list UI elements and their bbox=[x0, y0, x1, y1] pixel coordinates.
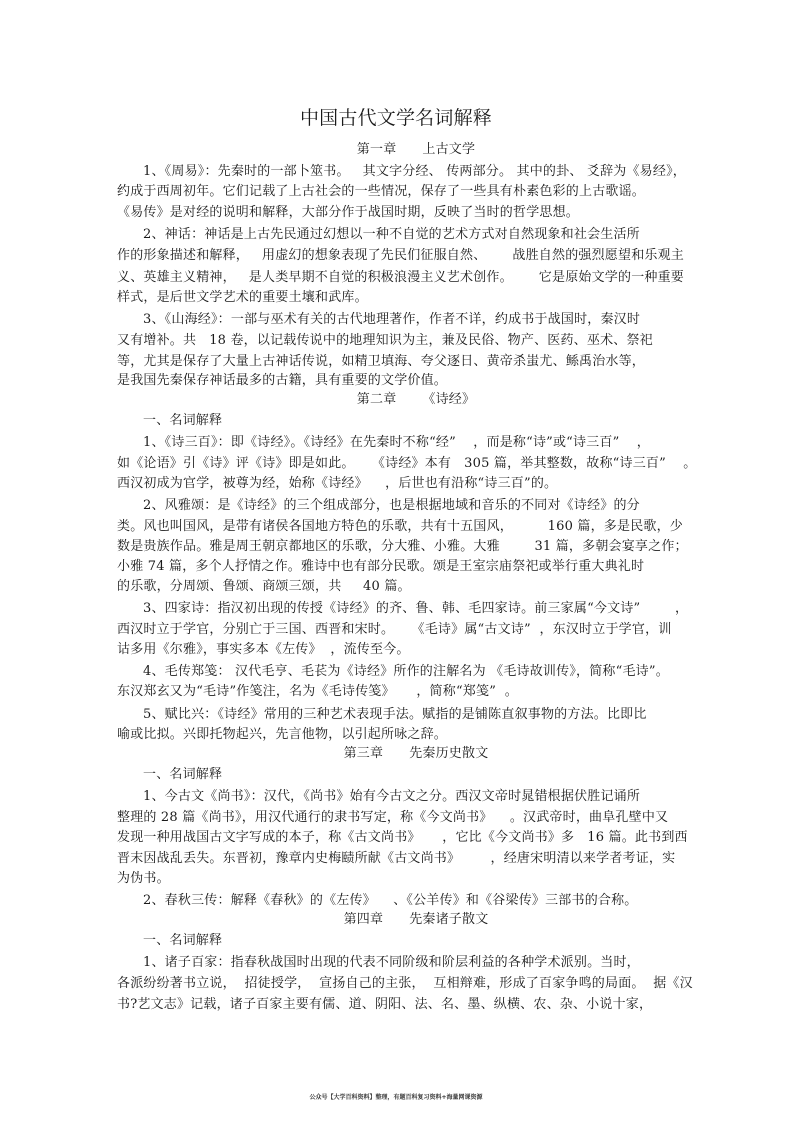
paragraph-line: 诂多用《尔雅》，事实多本《左传》 ，流传至今。 bbox=[117, 642, 410, 657]
paragraph-line: 发现一种用战国古文字写成的本子，称《古文尚书》 ，它比《今文尚书》多 16 篇。此书到西 bbox=[117, 830, 688, 845]
paragraph-line: 2、春秋三传：解释《春秋》的《左传》 、《公羊传》和《谷梁传》三部书的合称。 bbox=[143, 893, 638, 908]
paragraph-line: 约成于西周初年。它们记载了上古社会的一些情况，保存了一些具有朴素色彩的上古歌谣。 bbox=[117, 184, 646, 199]
section-heading: 一、名词解释 bbox=[143, 933, 223, 948]
paragraph-line: 为伪书。 bbox=[117, 871, 170, 886]
paragraph-line: 是我国先秦保存神话最多的古籍，具有重要的文学价值。 bbox=[117, 373, 448, 388]
paragraph-line: 晋末因战乱丢失。东晋初，豫章内史梅赜所献《古文尚书》 ，经唐宋明清以来学者考证，实 bbox=[117, 851, 676, 866]
chapter-heading: 第二章 《诗经》 bbox=[356, 392, 476, 407]
paragraph-line: 数是贵族作品。雅是周王朝京都地区的乐歌，分大雅、小雅。大雅 31 篇，多朝会宴享之作； bbox=[117, 539, 688, 554]
paragraph-line: 西汉时立于学官，分别亡于三国、西晋和宋时。 《毛诗》属“古文诗” ，东汉时立于学官，训 bbox=[117, 622, 672, 637]
page-footer: 公众号【大学百科资料】整理，有题百科复习资料+海量网课资源 bbox=[309, 1094, 483, 1101]
section-heading: 一、名词解释 bbox=[143, 413, 223, 428]
paragraph-line: 小雅 74 篇，多个人抒情之作。雅诗中也有部分民歌。颂是王室宗庙祭祀或举行重大典礼时 bbox=[117, 559, 645, 574]
paragraph-line: 2、风雅颂：是《诗经》的三个组成部分，也是根据地域和音乐的不同对《诗经》的分 bbox=[143, 498, 640, 513]
paragraph-line: 4、毛传郑笺： 汉代毛亨、毛苌为《诗经》所作的注解名为 《毛诗故训传》，简称“毛诗”。 bbox=[143, 664, 669, 679]
paragraph-line: 的乐歌，分周颂、鲁颂、商颂三颂，共 40 篇。 bbox=[117, 579, 411, 594]
paragraph-line: 样式，是后世文学艺术的重要土壤和武库。 bbox=[117, 290, 368, 305]
chapter-heading: 第四章 先秦诸子散文 bbox=[343, 912, 489, 927]
paragraph-line: 2、神话：神话是上古先民通过幻想以一种不自觉的艺术方式对自然现象和社会生活所 bbox=[143, 227, 640, 242]
paragraph-line: 1、今古文《尚书》：汉代，《尚书》始有今古文之分。西汉文帝时晁错根据伏胜记诵所 bbox=[143, 789, 641, 804]
paragraph-line: 书?艺文志》记载，诸子百家主要有儒、道、阴阳、法、名、墨、纵横、农、杂、小说十家， bbox=[117, 997, 653, 1012]
paragraph-line: 1、诸子百家：指春秋战国时出现的代表不同阶级和阶层利益的各种学术派别。当时， bbox=[143, 955, 640, 970]
document-title: 中国古代文学名词解释 bbox=[299, 107, 492, 129]
chapter-heading: 第一章 上古文学 bbox=[356, 142, 476, 157]
paragraph-line: 东汉郑玄又为“毛诗”作笺注，名为《毛诗传笺》 ，简称“郑笺” 。 bbox=[117, 684, 518, 699]
paragraph-line: 义、英雄主义精神， 是人类早期不自觉的积极浪漫主义艺术创作。 它是原始文学的一种重要 bbox=[117, 270, 684, 285]
paragraph-line: 作的形象描述和解释， 用虚幻的想象表现了先民们征服自然、 战胜自然的强烈愿望和乐观主 bbox=[117, 248, 684, 263]
paragraph-line: 3、《山海经》：一部与巫术有关的古代地理著作，作者不详，约成书于战国时，秦汉时 bbox=[143, 312, 641, 327]
paragraph-line: 类。风也叫国风，是带有诸侯各国地方特色的乐歌，共有十五国风， 160 篇，多是民歌，少 bbox=[117, 519, 684, 534]
paragraph-line: 喻或比拟。兴即托物起兴，先言他物，以引起所咏之辞。 bbox=[117, 727, 448, 742]
paragraph-line: 又有增补。共 18 卷，以记载传说中的地理知识为主，兼及民俗、物产、医药、巫术、祭祀 bbox=[117, 333, 653, 348]
paragraph-line: 1、《周易》：先秦时的一部卜筮书。 其文字分经、 传两部分。 其中的卦、 爻辞为《易经》， bbox=[143, 164, 686, 179]
paragraph-line: 等，尤其是保存了大量上古神话传说，如精卫填海、夸父逐日、黄帝杀蚩尤、鲧禹治水等， bbox=[117, 354, 646, 369]
paragraph-line: 5、赋比兴：《诗经》常用的三种艺术表现手法。赋指的是铺陈直叙事物的方法。比即比 bbox=[143, 707, 647, 722]
paragraph-line: 西汉初成为官学，被尊为经，始称《诗经》 ，后世也有沿称“诗三百”的。 bbox=[117, 476, 558, 491]
paragraph-line: 3、四家诗：指汉初出现的传授《诗经》的齐、鲁、韩、毛四家诗。前三家属“今文诗” ， bbox=[143, 601, 689, 616]
chapter-heading: 第三章 先秦历史散文 bbox=[343, 746, 489, 761]
paragraph-line: 1、《诗三百》：即《诗经》。《诗经》在先秦时不称“经” ，而是称“诗”或“诗三百” ， bbox=[143, 435, 651, 450]
section-heading: 一、名词解释 bbox=[143, 767, 223, 782]
paragraph-line: 各派纷纷著书立说， 招徒授学， 宣扬自己的主张， 互相辩难，形成了百家争鸣的局面。 据《汉 bbox=[117, 976, 693, 991]
paragraph-line: 如《论语》引《诗》评《诗》即是如此。 《诗经》本有 305 篇，举其整数，故称“诗三百” 。 bbox=[117, 456, 697, 471]
paragraph-line: 整理的 28 篇《尚书》，用汉代通行的隶书写定，称《今文尚书》 。汉武帝时，曲阜孔壁中又 bbox=[117, 810, 669, 825]
paragraph-line: 《易传》是对经的说明和解释，大部分作于战国时期，反映了当时的哲学思想。 bbox=[117, 205, 580, 220]
